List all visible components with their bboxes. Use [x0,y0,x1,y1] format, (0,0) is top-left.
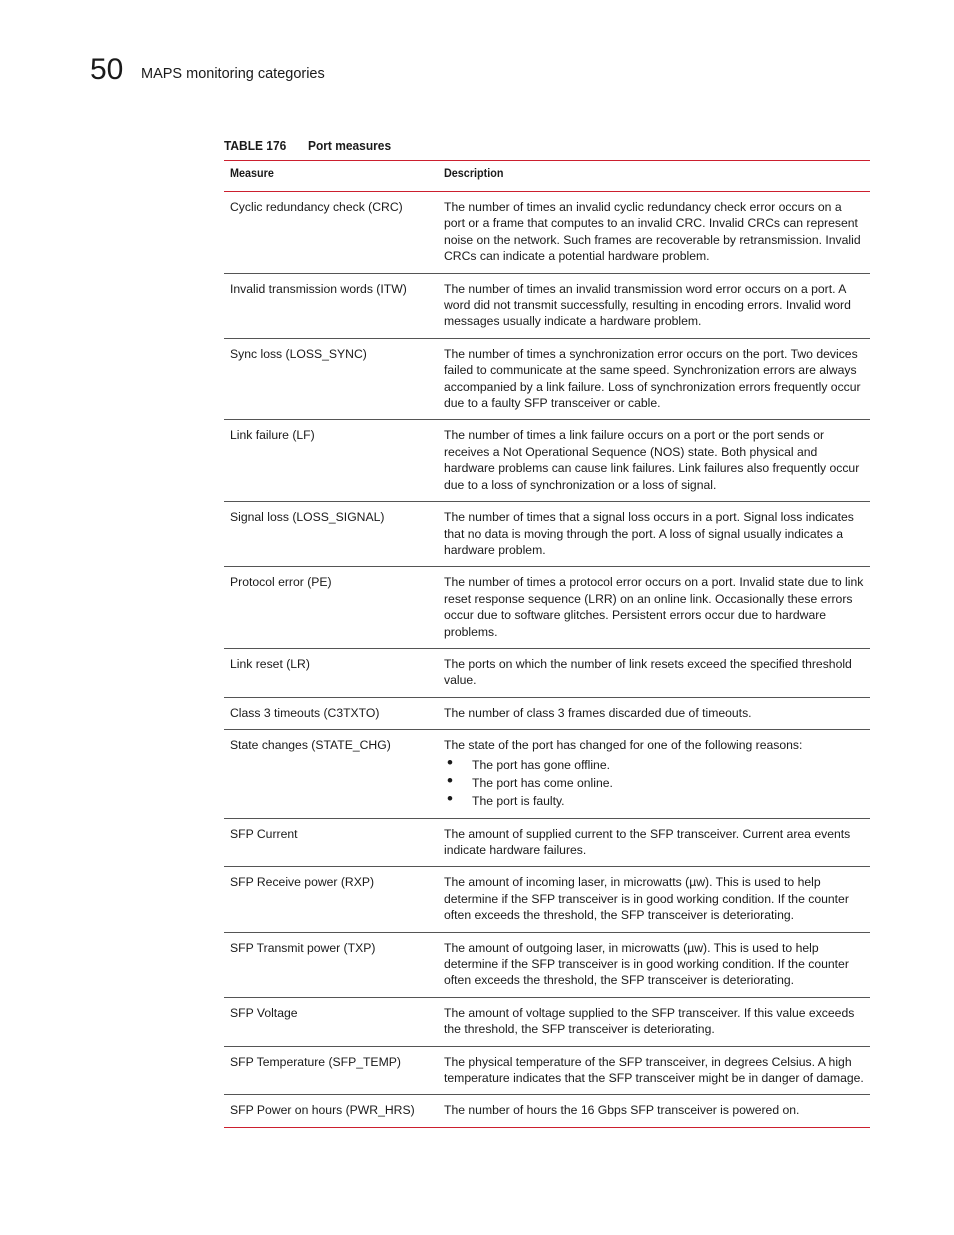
measure-cell: SFP Transmit power (TXP) [224,932,438,997]
column-header-description: Description [438,161,870,192]
table-caption-title: Port measures [308,138,392,153]
table-row [224,648,870,697]
description-cell: The ports on which the number of link resets exceed the specified threshold value. [438,648,870,697]
description-cell: The number of times an invalid cyclic redundancy check error occurs on a port or a frame that computes to an invalid CRC. Invalid CRCs can represent noise on the network. Such frames are recoverable by retransmission. Invalid CRCs can indicate a potential hardware problem. [438,192,870,274]
bullet-item: • The port has come online. [444,774,864,792]
description-cell: The number of times an invalid transmission word error occurs on a port. A word did not transmit successfully, resulting in encoding errors. Invalid word messages usually indicate a hardware problem. [438,273,870,338]
chapter-number: 50 [90,53,124,86]
table-row [224,420,870,502]
table-row [224,997,870,1046]
description-cell: The number of times a protocol error occurs on a port. Invalid state due to link reset response sequence (LRR) on an online link. Occasionally these errors occur due to software glitches. Persistent errors occur due to hardware problems. [438,567,870,649]
table-caption-label: TABLE 176 [224,138,287,153]
table-header-row [224,161,870,192]
port-measures-table [224,160,870,1128]
measure-cell: Class 3 timeouts (C3TXTO) [224,697,438,729]
chapter-title: MAPS monitoring categories [141,66,325,82]
measure-cell: Link reset (LR) [224,648,438,697]
measure-cell: SFP Temperature (SFP_TEMP) [224,1046,438,1095]
measure-cell: SFP Current [224,818,438,867]
measure-cell: Cyclic redundancy check (CRC) [224,192,438,274]
table-row [224,867,870,932]
table-row [224,1095,870,1127]
bullet-list [444,756,864,810]
measure-cell: State changes (STATE_CHG) [224,730,438,818]
description-cell: The amount of supplied current to the SFP transceiver. Current area events indicate hardware failures. [438,818,870,867]
table-row [224,1046,870,1095]
measure-cell: Signal loss (LOSS_SIGNAL) [224,502,438,567]
table-row [224,502,870,567]
table-row [224,273,870,338]
table-row [224,338,870,420]
measure-cell: SFP Power on hours (PWR_HRS) [230,1103,415,1118]
measure-cell: SFP Voltage [224,997,438,1046]
measure-cell: SFP Receive power (RXP) [224,867,438,932]
description-cell: The amount of incoming laser, in microwatts (µw). This is used to help determine if the SFP transceiver is in good working condition. If the counter often exceeds the threshold, the SFP transceiver is deteriorating. [438,867,870,932]
description-cell: The number of class 3 frames discarded due of timeouts. [438,697,870,729]
table-row [224,730,870,818]
column-header-measure: Measure [224,161,438,192]
table-row [224,818,870,867]
description-cell [438,730,870,818]
description-cell: The number of times that a signal loss occurs in a port. Signal loss indicates that no data is moving through the port. A loss of signal usually indicates a hardware problem. [438,502,870,567]
description-cell: The amount of voltage supplied to the SFP transceiver. If this value exceeds the threshold, the SFP transceiver is deteriorating. [438,997,870,1046]
table-row [224,697,870,729]
measure-cell: Sync loss (LOSS_SYNC) [224,338,438,420]
measure-cell: Invalid transmission words (ITW) [224,273,438,338]
measure-cell: Link failure (LF) [224,420,438,502]
description-cell: The amount of outgoing laser, in microwatts (µw). This is used to help determine if the SFP transceiver is in good working condition. If the counter often exceeds the threshold, the SFP transceiver is deteriorating. [438,932,870,997]
description-text: The state of the port has changed for one of the following reasons: [444,738,803,753]
description-cell: The number of times a synchronization error occurs on the port. Two devices failed to communicate at the same speed. Synchronization errors are always accompanied by a link failure. Loss of synchronization errors frequently occur due to a faulty SFP transceiver or cable. [438,338,870,420]
table-row [224,932,870,997]
table-caption [224,137,398,155]
bullet-item: • The port is faulty. [444,792,864,810]
table-row [224,567,870,649]
measure-cell: Protocol error (PE) [224,567,438,649]
description-cell: The number of times a link failure occurs on a port or the port sends or receives a Not Operational Sequence (NOS) state. Both physical and hardware problems can cause link failures. Link failures also frequently occur due to a loss of synchronization or a loss of signal. [438,420,870,502]
description-cell: The number of hours the 16 Gbps SFP transceiver is powered on. [444,1103,800,1118]
table-row [224,192,870,274]
bullet-item: • The port has gone offline. [444,756,864,774]
description-cell: The physical temperature of the SFP transceiver, in degrees Celsius. A high temperature indicates that the SFP transceiver might be in danger of damage. [438,1046,870,1095]
